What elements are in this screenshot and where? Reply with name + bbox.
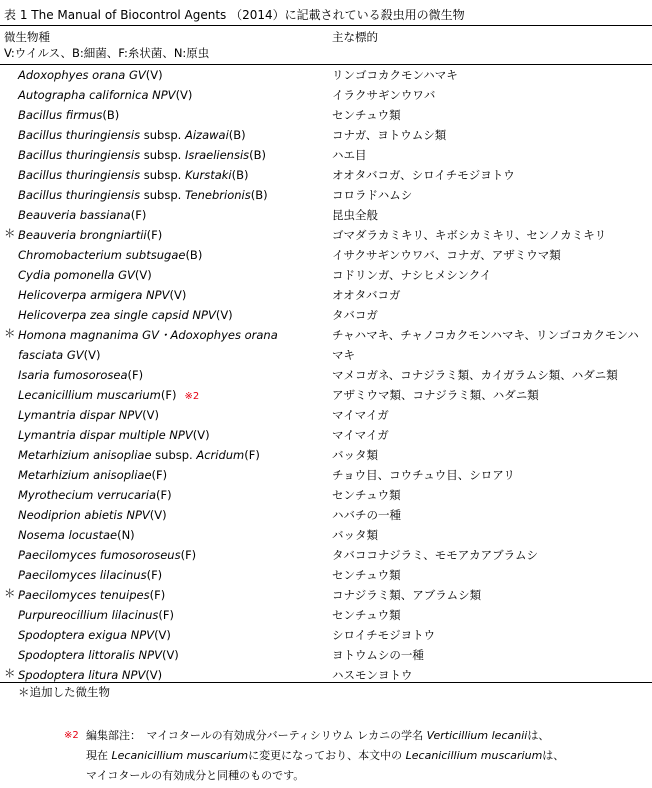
organism-name: Adoxophyes orana GV bbox=[18, 68, 146, 82]
added-marker: ＊ bbox=[4, 586, 16, 600]
organism-suffix: (F) bbox=[149, 588, 166, 602]
organism-suffix: (F) bbox=[146, 568, 163, 582]
target-pest: マイマイガ bbox=[332, 408, 389, 422]
organism-name2: Israeliensis bbox=[184, 148, 250, 162]
organism-name bbox=[18, 625, 324, 645]
table-row bbox=[0, 223, 652, 243]
organism-name bbox=[18, 325, 324, 365]
organism-name bbox=[18, 645, 324, 665]
target-pest: イサクサギンウワバ、コナガ、アザミウマ類 bbox=[332, 248, 561, 262]
organism-name: Metarhizium anisopliae bbox=[18, 468, 152, 482]
organism-name: Autographa californica NPV bbox=[18, 88, 176, 102]
organism-name: Myrothecium verrucaria bbox=[18, 488, 156, 502]
target-pest: コロラドハムシ bbox=[332, 188, 413, 202]
organism-name2: Kurstaki bbox=[184, 168, 232, 182]
organism-name bbox=[18, 405, 324, 425]
organism-name bbox=[18, 165, 324, 185]
organism-name bbox=[18, 265, 324, 285]
table-header bbox=[0, 25, 652, 65]
added-marker: ＊ bbox=[4, 326, 16, 340]
editor-note-line-2 bbox=[66, 746, 646, 766]
organism-name: Cydia pomonella GV bbox=[18, 268, 135, 282]
header-target-title: 主な標的 bbox=[332, 30, 378, 44]
target-pest: 昆虫全般 bbox=[332, 208, 378, 222]
table-row bbox=[0, 443, 652, 463]
organism-name bbox=[18, 205, 324, 225]
organism-name bbox=[18, 505, 324, 525]
target-pest: マイマイガ bbox=[332, 428, 389, 442]
organism-suffix: (V) bbox=[83, 348, 101, 362]
target-pest: センチュウ類 bbox=[332, 108, 401, 122]
target-pest: ハエ目 bbox=[332, 148, 367, 162]
target-pest: タバコガ bbox=[332, 308, 378, 322]
organism-suffix: (V) bbox=[145, 68, 163, 82]
table-row bbox=[0, 463, 652, 483]
organism-suffix: (V) bbox=[142, 408, 159, 422]
table-row bbox=[0, 543, 652, 563]
target-pest: バッタ類 bbox=[332, 528, 378, 542]
table-row bbox=[0, 663, 652, 683]
organism-name: Spodoptera litura NPV bbox=[18, 668, 146, 682]
table-row bbox=[0, 323, 652, 363]
added-marker: ＊ bbox=[4, 226, 16, 240]
organism-name: Lecanicillium muscarium bbox=[18, 388, 161, 402]
organism-name bbox=[18, 545, 324, 565]
table-row bbox=[0, 63, 652, 83]
organism-name: Helicoverpa armigera NPV bbox=[18, 288, 170, 302]
table-row bbox=[0, 383, 652, 403]
target-pest: ハバチの一種 bbox=[332, 508, 401, 522]
organism-name bbox=[18, 105, 324, 125]
organism-suffix: (F) bbox=[130, 208, 147, 222]
organism-suffix: (N) bbox=[117, 528, 135, 542]
organism-name2: Tenebrionis bbox=[184, 188, 251, 202]
organism-name: Paecilomyces tenuipes bbox=[18, 588, 150, 602]
organism-name bbox=[18, 225, 324, 245]
organism-suffix: (V) bbox=[161, 648, 179, 662]
organism-name: Spodoptera exigua NPV bbox=[18, 628, 155, 642]
table-row bbox=[0, 263, 652, 283]
organism-name: Metarhizium anisopliae bbox=[18, 448, 152, 462]
header-organism-title: 微生物種 bbox=[4, 30, 50, 44]
organism-name bbox=[18, 585, 324, 605]
organism-suffix: (V) bbox=[149, 508, 167, 522]
organism-name: Beauveria brongniartii bbox=[18, 228, 147, 242]
target-pest: バッタ類 bbox=[332, 448, 378, 462]
organism-name: Bacillus thuringiensis bbox=[18, 168, 141, 182]
organism-name bbox=[18, 485, 324, 505]
table-row bbox=[0, 363, 652, 383]
organism-suffix: (F) bbox=[180, 548, 197, 562]
editor-note-text: に変更になっており、本文中の bbox=[248, 749, 406, 762]
organism-suffix: (B) bbox=[249, 148, 267, 162]
organism-name bbox=[18, 245, 324, 265]
editor-note-species: Lecanicillium muscarium bbox=[111, 749, 249, 762]
table-row bbox=[0, 163, 652, 183]
organism-name bbox=[18, 565, 324, 585]
table-row bbox=[0, 583, 652, 603]
table-row bbox=[0, 483, 652, 503]
target-pest: ハスモンヨトウ bbox=[332, 668, 413, 682]
editor-note-text: 編集部注： マイコタールの有効成分バーティシリウム レカニの学名 bbox=[86, 729, 427, 742]
target-pest: マメコガネ、コナジラミ類、カイガラムシ類、ハダニ類 bbox=[332, 368, 618, 382]
target-pest: センチュウ類 bbox=[332, 568, 401, 582]
target-pest: センチュウ類 bbox=[332, 608, 401, 622]
editor-note-line-3: マイコタールの有効成分と同種のものです。 bbox=[86, 769, 305, 782]
organism-name2: Acridum bbox=[196, 448, 245, 462]
target-pest: コナジラミ類、アブラムシ類 bbox=[332, 588, 482, 602]
organism-name: Bacillus thuringiensis bbox=[18, 188, 141, 202]
organism-suffix: (V) bbox=[215, 308, 233, 322]
organism-name: Neodiprion abietis NPV bbox=[18, 508, 150, 522]
organism-name: Helicoverpa zea single capsid NPV bbox=[18, 308, 216, 322]
organism-name: Bacillus thuringiensis bbox=[18, 148, 141, 162]
organism-name bbox=[18, 285, 324, 305]
organism-name bbox=[18, 145, 324, 165]
table-row bbox=[0, 423, 652, 443]
table-row bbox=[0, 523, 652, 543]
target-pest: オオタバコガ bbox=[332, 288, 401, 302]
table-row bbox=[0, 183, 652, 203]
table-row bbox=[0, 243, 652, 263]
table-row bbox=[0, 563, 652, 583]
organism-plain: subsp. bbox=[140, 128, 185, 142]
organism-name: Bacillus thuringiensis bbox=[18, 128, 141, 142]
organism-suffix: (B) bbox=[231, 168, 249, 182]
target-pest: ゴマダラカミキリ、キボシカミキリ、センノカミキリ bbox=[332, 228, 607, 242]
organism-name: Lymantria dispar NPV bbox=[18, 408, 143, 422]
organism-plain: subsp. bbox=[140, 168, 185, 182]
organism-name: Lymantria dispar multiple NPV bbox=[18, 428, 193, 442]
editor-note-species: Lecanicillium muscarium bbox=[405, 749, 543, 762]
target-pest: チョウ目、コウチュウ目、シロアリ bbox=[332, 468, 515, 482]
table-row bbox=[0, 643, 652, 663]
organism-suffix: (V) bbox=[134, 268, 152, 282]
organism-suffix: (B) bbox=[102, 108, 120, 122]
editor-note-reference: ※2 bbox=[184, 391, 200, 402]
target-pest: センチュウ類 bbox=[332, 488, 401, 502]
organism-suffix: (F) bbox=[244, 448, 260, 462]
organism-plain: subsp. bbox=[140, 188, 185, 202]
target-pest: ヨトウムシの一種 bbox=[332, 648, 424, 662]
organism-suffix: (F) bbox=[156, 488, 172, 502]
organism-name bbox=[18, 465, 324, 485]
target-pest: オオタバコガ、シロイチモジヨトウ bbox=[332, 168, 515, 182]
table-row bbox=[0, 83, 652, 103]
organism-name: Beauveria bassiana bbox=[18, 208, 131, 222]
organism-name bbox=[18, 185, 324, 205]
organism-plain: subsp. bbox=[140, 148, 185, 162]
organism-suffix: (B) bbox=[185, 248, 203, 262]
target-pest: チャハマキ、チャノコカクモンハマキ、リンゴコカクモンハマキ bbox=[332, 328, 639, 362]
organism-name2: Aizawai bbox=[184, 128, 229, 142]
organism-name bbox=[18, 65, 324, 85]
organism-suffix: (B) bbox=[228, 128, 246, 142]
table-row bbox=[0, 143, 652, 163]
organism-name: Purpureocillium lilacinus bbox=[18, 608, 159, 622]
organism-name: Paecilomyces fumosoroseus bbox=[18, 548, 181, 562]
organism-suffix: (V) bbox=[145, 668, 163, 682]
table-row bbox=[0, 623, 652, 643]
organism-name bbox=[18, 305, 324, 325]
target-pest: タバココナジラミ、モモアカアブラムシ bbox=[332, 548, 538, 562]
organism-name bbox=[18, 125, 324, 145]
editor-note-text: は、 bbox=[542, 749, 565, 762]
table-caption: 表 1 The Manual of Biocontrol Agents （2014）に記載されている殺虫用の微生物 bbox=[4, 8, 465, 22]
organism-suffix: (B) bbox=[250, 188, 268, 202]
header-organism-column bbox=[4, 29, 209, 61]
editor-note-marker: ※2 bbox=[64, 730, 79, 741]
table-row bbox=[0, 103, 652, 123]
header-organism-legend: V:ウイルス、B:細菌、F:糸状菌、N:原虫 bbox=[4, 46, 210, 60]
editor-note bbox=[66, 726, 646, 786]
organism-name bbox=[18, 525, 324, 545]
organism-name bbox=[18, 425, 324, 445]
organism-name bbox=[18, 85, 324, 105]
organism-name bbox=[18, 605, 324, 625]
organism-name: Paecilomyces lilacinus bbox=[18, 568, 147, 582]
organism-suffix: (F) bbox=[158, 608, 174, 622]
target-pest: イラクサギンウワバ bbox=[332, 88, 436, 102]
organism-suffix: (V) bbox=[175, 88, 193, 102]
table-row bbox=[0, 503, 652, 523]
table-bottom-rule bbox=[0, 682, 652, 683]
table-row bbox=[0, 203, 652, 223]
editor-note-line-1 bbox=[66, 726, 646, 746]
organism-suffix: (F) bbox=[151, 468, 168, 482]
organism-suffix: (V) bbox=[192, 428, 210, 442]
table-row bbox=[0, 603, 652, 623]
organism-suffix: (V) bbox=[154, 628, 171, 642]
organism-suffix: (F) bbox=[160, 388, 177, 402]
editor-note-species: Verticillium lecanii bbox=[426, 729, 528, 742]
organism-name: Spodoptera littoralis NPV bbox=[18, 648, 162, 662]
table-row bbox=[0, 403, 652, 423]
table-row bbox=[0, 283, 652, 303]
table-row bbox=[0, 303, 652, 323]
organism-name bbox=[18, 445, 324, 465]
editor-note-text: 現在 bbox=[86, 749, 112, 762]
target-pest: アザミウマ類、コナジラミ類、ハダニ類 bbox=[332, 388, 539, 402]
target-pest: シロイチモジヨトウ bbox=[332, 628, 436, 642]
editor-note-text: は、 bbox=[527, 729, 550, 742]
table-row bbox=[0, 123, 652, 143]
footnote-added: ＊追加した微生物 bbox=[18, 685, 110, 699]
table-body bbox=[0, 63, 652, 683]
organism-name: Chromobacterium subtsugae bbox=[18, 248, 186, 262]
added-marker: ＊ bbox=[4, 666, 16, 680]
target-pest: コナガ、ヨトウムシ類 bbox=[332, 128, 447, 142]
organism-name: Isaria fumosorosea bbox=[18, 368, 128, 382]
target-pest: コドリンガ、ナシヒメシンクイ bbox=[332, 268, 492, 282]
organism-name bbox=[18, 365, 324, 385]
organism-name: Nosema locustae bbox=[18, 528, 118, 542]
organism-suffix: (V) bbox=[169, 288, 187, 302]
organism-suffix: (F) bbox=[127, 368, 144, 382]
target-pest: リンゴコカクモンハマキ bbox=[332, 68, 458, 82]
organism-name: Homona magnanima GV・Adoxophyes orana fasciata GV bbox=[18, 328, 278, 362]
organism-name: Bacillus firmus bbox=[18, 108, 103, 122]
organism-plain: subsp. bbox=[151, 448, 197, 462]
organism-suffix: (F) bbox=[146, 228, 163, 242]
